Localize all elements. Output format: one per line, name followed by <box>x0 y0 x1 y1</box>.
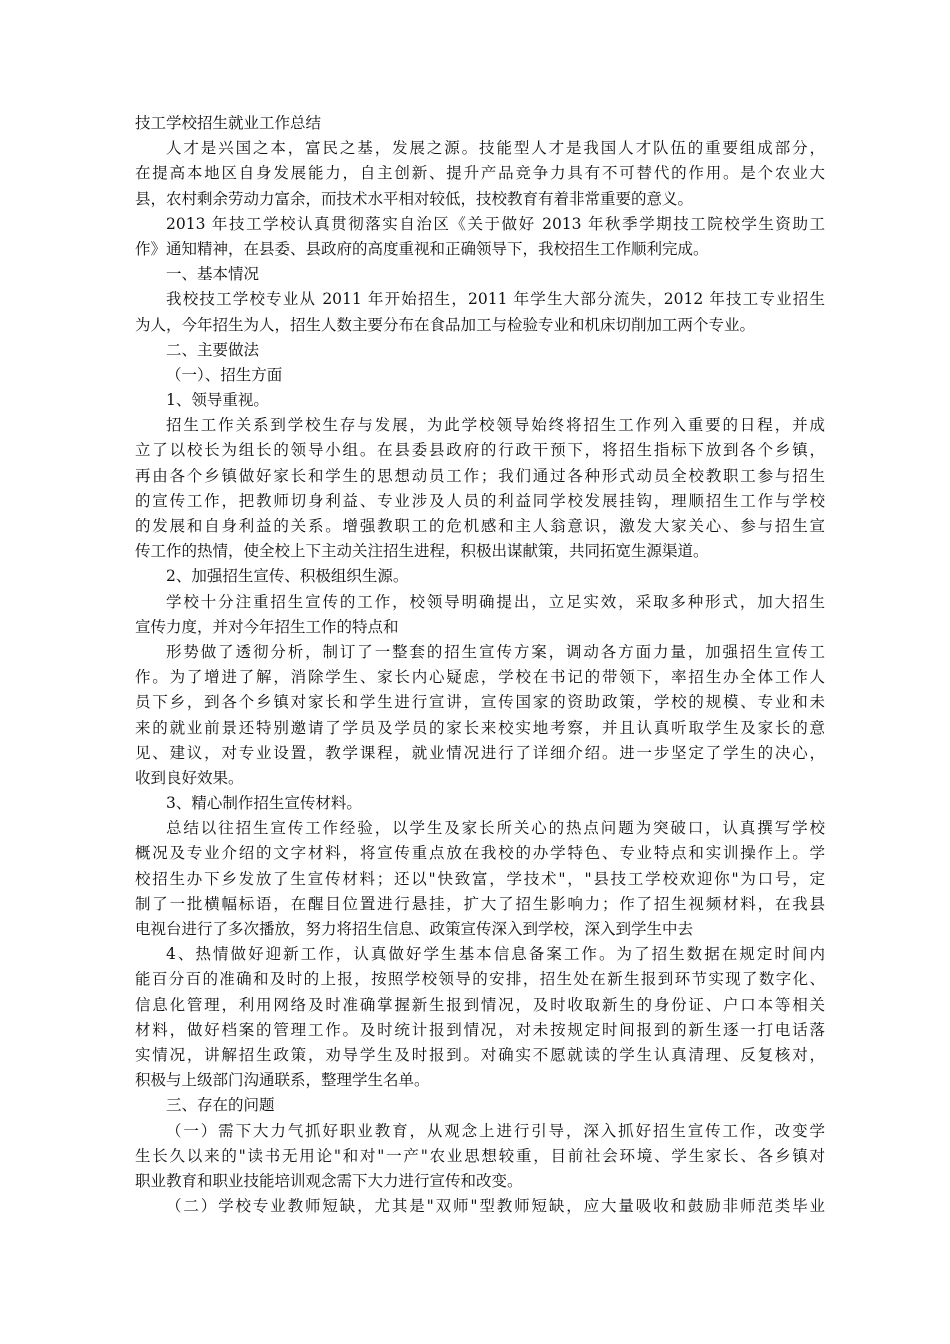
text-line: 电视台进行了多次播放，努力将招生信息、政策宣传深入到学校，深入到学生中去 <box>135 920 694 938</box>
text-line: 制了一批横幅标语，在醒目位置进行悬挂，扩大了招生影响力；作了招生视频材料，在我县 <box>135 894 825 913</box>
text-line: 总结以往招生宣传工作经验，以学生及家长所关心的热点问题为突破口，认真撰写学校 <box>166 819 825 838</box>
text-line: 人才是兴国之本，富民之基，发展之源。技能型人才是我国人才队伍的重要组成部分， <box>166 139 825 158</box>
text-line: 校招生办下乡发放了生宣传材料；还以"快致富，学技术"，"县技工学校欢迎你"为口号，定 <box>135 869 825 888</box>
text-line: 积极与上级部门沟通联系，整理学生名单。 <box>135 1071 430 1090</box>
text-line: 1、领导重视。 <box>166 391 269 410</box>
text-line: 实情况，讲解招生政策，劝导学生及时报到。对确实不愿就读的学生认真清理、反复核对， <box>135 1045 825 1064</box>
text-line: 学校十分注重招生宣传的工作，校领导明确提出，立足实效，采取多种形式，加大招生 <box>166 592 825 611</box>
text-line: 作》通知精神，在县委、县政府的高度重视和正确领导下，我校招生工作顺利完成。 <box>135 239 709 258</box>
text-line: 生长久以来的"读书无用论"和对"一产"农业思想较重，目前社会环境、学生家长、各乡镇对 <box>135 1146 825 1165</box>
text-line: 我校技工学校专业从 2011 年开始招生，2011 年学生大部分流失，2012 年技工专业招生 <box>166 290 825 309</box>
text-line: （二）学校专业教师短缺，尤其是"双师"型教师短缺，应大量吸收和鼓励非师范类毕业 <box>166 1197 825 1216</box>
text-line: 在提高本地区自身发展能力，自主创新、提升产品竞争力具有不可替代的作用。是个农业大 <box>135 164 825 183</box>
text-line: 2013 年技工学校认真贯彻落实自治区《关于做好 2013 年秋季学期技工院校学生资助工 <box>166 214 825 233</box>
text-line: 材料，做好档案的管理工作。及时统计报到情况，对未按规定时间报到的新生逐一打电话落 <box>135 1020 825 1039</box>
text-line: （一）、招生方面 <box>166 365 283 384</box>
text-line: 再由各个乡镇做好家长和学生的思想动员工作；我们通过各种形式动员全校教职工参与招生 <box>135 466 825 485</box>
text-line: 三、存在的问题 <box>166 1096 275 1115</box>
text-line: 一、基本情况 <box>166 265 260 284</box>
text-line: 的发展和自身利益的关系。增强教职工的危机感和主人翁意识，激发大家关心、参与招生宣 <box>135 517 825 535</box>
text-line: 见、建议，对专业设置，教学课程，就业情况进行了详细介绍。进一步坚定了学生的决心， <box>135 743 825 762</box>
document-title: 技工学校招生就业工作总结 <box>135 114 322 132</box>
text-line: 4、热情做好迎新工作，认真做好学生基本信息备案工作。为了招生数据在规定时间内 <box>166 945 825 964</box>
text-line: 3、精心制作招生宣传材料。 <box>166 794 362 813</box>
text-line: 能百分百的准确和及时的上报，按照学校领导的安排，招生处在新生报到环节实现了数字化、 <box>135 970 825 989</box>
text-line: 职业教育和职业技能培训观念需下大力进行宣传和改变。 <box>135 1171 523 1190</box>
text-line: 为人，今年招生为人，招生人数主要分布在食品加工与检验专业和机床切削加工两个专业。 <box>135 315 756 334</box>
text-line: 收到良好效果。 <box>135 768 244 787</box>
text-line: 传工作的热情，使全校上下主动关注招生进程，积极出谋献策，共同拓宽生源渠道。 <box>135 542 709 561</box>
text-line: 来的就业前景还特别邀请了学员及学员的家长来校实地考察，并且认真听取学生及家长的意 <box>135 718 825 737</box>
text-line: 信息化管理，利用网络及时准确掌握新生报到情况，及时收取新生的身份证、户口本等相关 <box>135 995 825 1014</box>
document-body <box>135 111 825 1219</box>
text-line: 招生工作关系到学校生存与发展，为此学校领导始终将招生工作列入重要的日程，并成 <box>166 416 825 435</box>
text-line: 2、加强招生宣传、积极组织生源。 <box>166 567 409 586</box>
text-line: 员下乡，到各个乡镇对家长和学生进行宣讲，宣传国家的资助政策，学校的规模、专业和未 <box>135 693 825 712</box>
text-line: 作。为了增进了解，消除学生、家长内心疑虑，学校在书记的带领下，率招生办全体工作人 <box>135 668 825 687</box>
text-line: 二、主要做法 <box>166 340 260 359</box>
text-line: 宣传力度，并对今年招生工作的特点和 <box>135 617 399 636</box>
text-line: 的宣传工作，把教师切身利益、专业涉及人员的利益同学校发展挂钩，理顺招生工作与学校 <box>135 491 825 510</box>
text-line: 县，农村剩余劳动力富余，而技术水平相对较低，技校教育有着非常重要的意义。 <box>135 189 694 208</box>
text-line: （一）需下大力气抓好职业教育，从观念上进行引导，深入抓好招生宣传工作，改变学 <box>166 1121 825 1140</box>
text-line: 立了以校长为组长的领导小组。在县委县政府的行政干预下，将招生指标下放到各个乡镇， <box>135 441 825 460</box>
text-line: 概况及专业介绍的文字材料，将宣传重点放在我校的办学特色、专业特点和实训操作上。学 <box>135 844 825 863</box>
text-line: 形势做了透彻分析，制订了一整套的招生宣传方案，调动各方面力量，加强招生宣传工 <box>166 642 825 661</box>
